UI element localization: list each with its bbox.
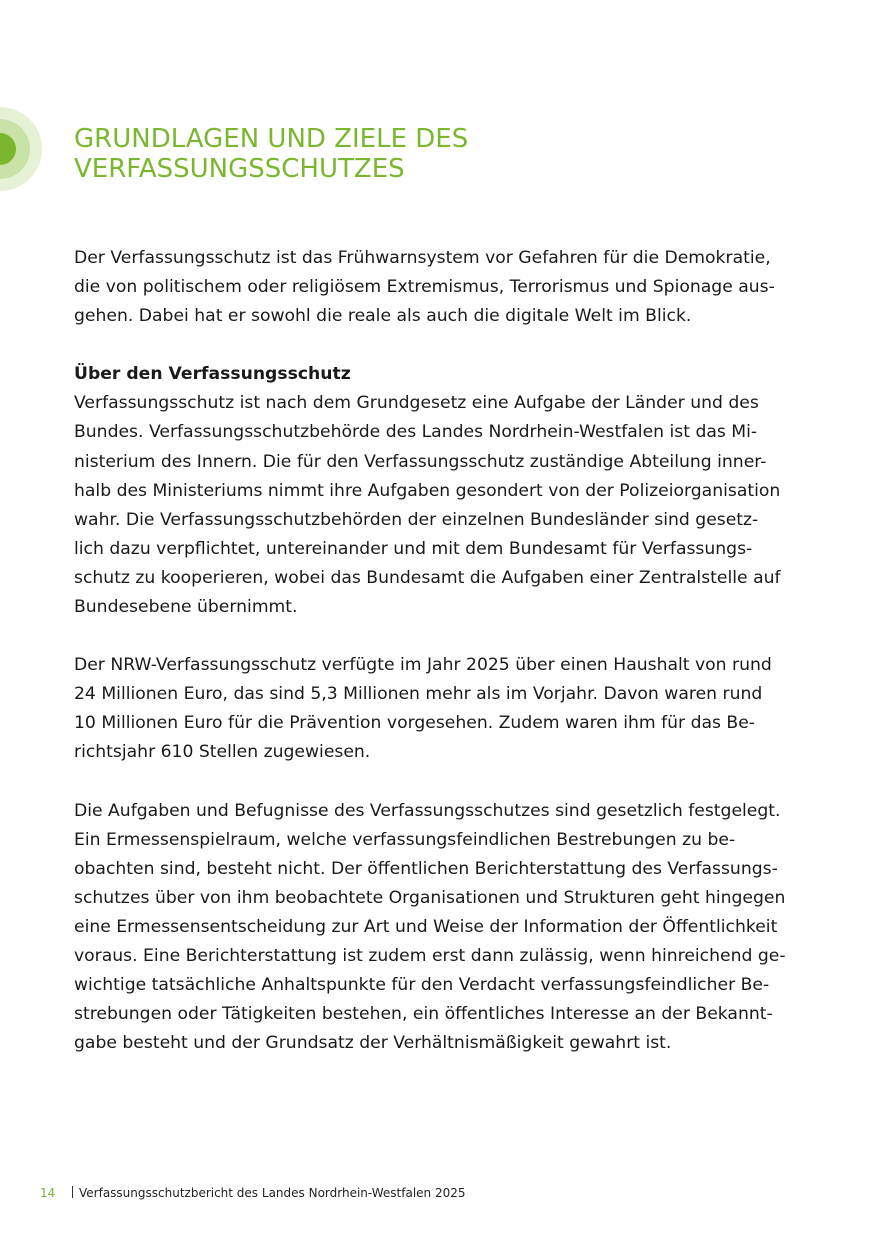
about-line: nisterium des Innern. Die für den Verfassungsschutz zuständige Abteilung inner- xyxy=(74,451,767,472)
about-line: halb des Ministeriums nimmt ihre Aufgaben gesondert von der Polizeiorganisation xyxy=(74,480,781,501)
section-subheading: Über den Verfassungsschutz xyxy=(74,364,351,385)
about-line: Verfassungsschutz ist nach dem Grundgesetz eine Aufgabe der Länder und des xyxy=(74,393,759,414)
page-footer xyxy=(40,1185,466,1201)
decorative-circles-icon xyxy=(0,0,60,260)
about-line: schutz zu kooperieren, wobei das Bundesamt die Aufgaben einer Zentralstelle auf xyxy=(74,567,781,588)
budget-line: Der NRW-Verfassungsschutz verfügte im Jahr 2025 über einen Haushalt von rund xyxy=(74,655,772,676)
about-line: wahr. Die Verfassungsschutzbehörden der einzelnen Bundesländer sind gesetz- xyxy=(74,509,759,530)
budget-line: richtsjahr 610 Stellen zugewiesen. xyxy=(74,742,371,763)
page-title-line-2: VERFASSUNGSSCHUTZES xyxy=(74,154,405,184)
about-line: Bundesebene übernimmt. xyxy=(74,597,298,618)
publication-title: Verfassungsschutzbericht des Landes Nordrhein-Westfalen 2025 xyxy=(79,1186,466,1200)
page-number: 14 xyxy=(40,1186,56,1200)
about-line: lich dazu verpflichtet, untereinander und mit dem Bundesamt für Verfassungs- xyxy=(74,538,753,559)
tasks-line: Die Aufgaben und Befugnisse des Verfassungsschutzes sind gesetzlich festgelegt. xyxy=(74,800,781,821)
budget-line: 10 Millionen Euro für die Prävention vorgesehen. Zudem waren ihm für das Be- xyxy=(74,713,756,734)
intro-line: Der Verfassungsschutz ist das Frühwarnsystem vor Gefahren für die Demokratie, xyxy=(74,248,771,268)
budget-paragraph xyxy=(74,651,804,767)
about-section xyxy=(74,360,804,622)
tasks-line: Ein Ermessenspielraum, welche verfassungsfeindlichen Bestrebungen zu be- xyxy=(74,829,736,850)
intro-line: die von politischem oder religiösem Extremismus, Terrorismus und Spionage aus- xyxy=(74,277,775,298)
tasks-line: wichtige tatsächliche Anhaltspunkte für den Verdacht verfassungsfeindlicher Be- xyxy=(74,975,770,996)
budget-line: 24 Millionen Euro, das sind 5,3 Millionen mehr als im Vorjahr. Davon waren rund xyxy=(74,684,763,705)
tasks-line: strebungen oder Tätigkeiten bestehen, ein öffentliches Interesse an der Bekannt- xyxy=(74,1004,773,1025)
main-content xyxy=(74,244,804,1087)
tasks-line: eine Ermessensentscheidung zur Art und Weise der Information der Öffentlichkeit xyxy=(74,916,778,937)
tasks-line: gabe besteht und der Grundsatz der Verhältnismäßigkeit gewahrt ist. xyxy=(74,1033,672,1054)
footer-separator xyxy=(72,1186,73,1198)
tasks-line: schutzes über von ihm beobachtete Organisationen und Strukturen geht hingegen xyxy=(74,887,786,908)
intro-line: gehen. Dabei hat er sowohl die reale als auch die digitale Welt im Blick. xyxy=(74,306,692,327)
page-title xyxy=(74,124,794,184)
about-line: Bundes. Verfassungsschutzbehörde des Landes Nordrhein-Westfalen ist das Mi- xyxy=(74,422,758,443)
tasks-paragraph xyxy=(74,797,804,1059)
page-title-line-1: GRUNDLAGEN UND ZIELE DES xyxy=(74,124,469,154)
intro-paragraph xyxy=(74,244,804,331)
tasks-line: voraus. Eine Berichterstattung ist zudem erst dann zulässig, wenn hinreichend ge- xyxy=(74,945,786,966)
tasks-line: obachten sind, besteht nicht. Der öffentlichen Berichterstattung des Verfassungs- xyxy=(74,858,778,879)
